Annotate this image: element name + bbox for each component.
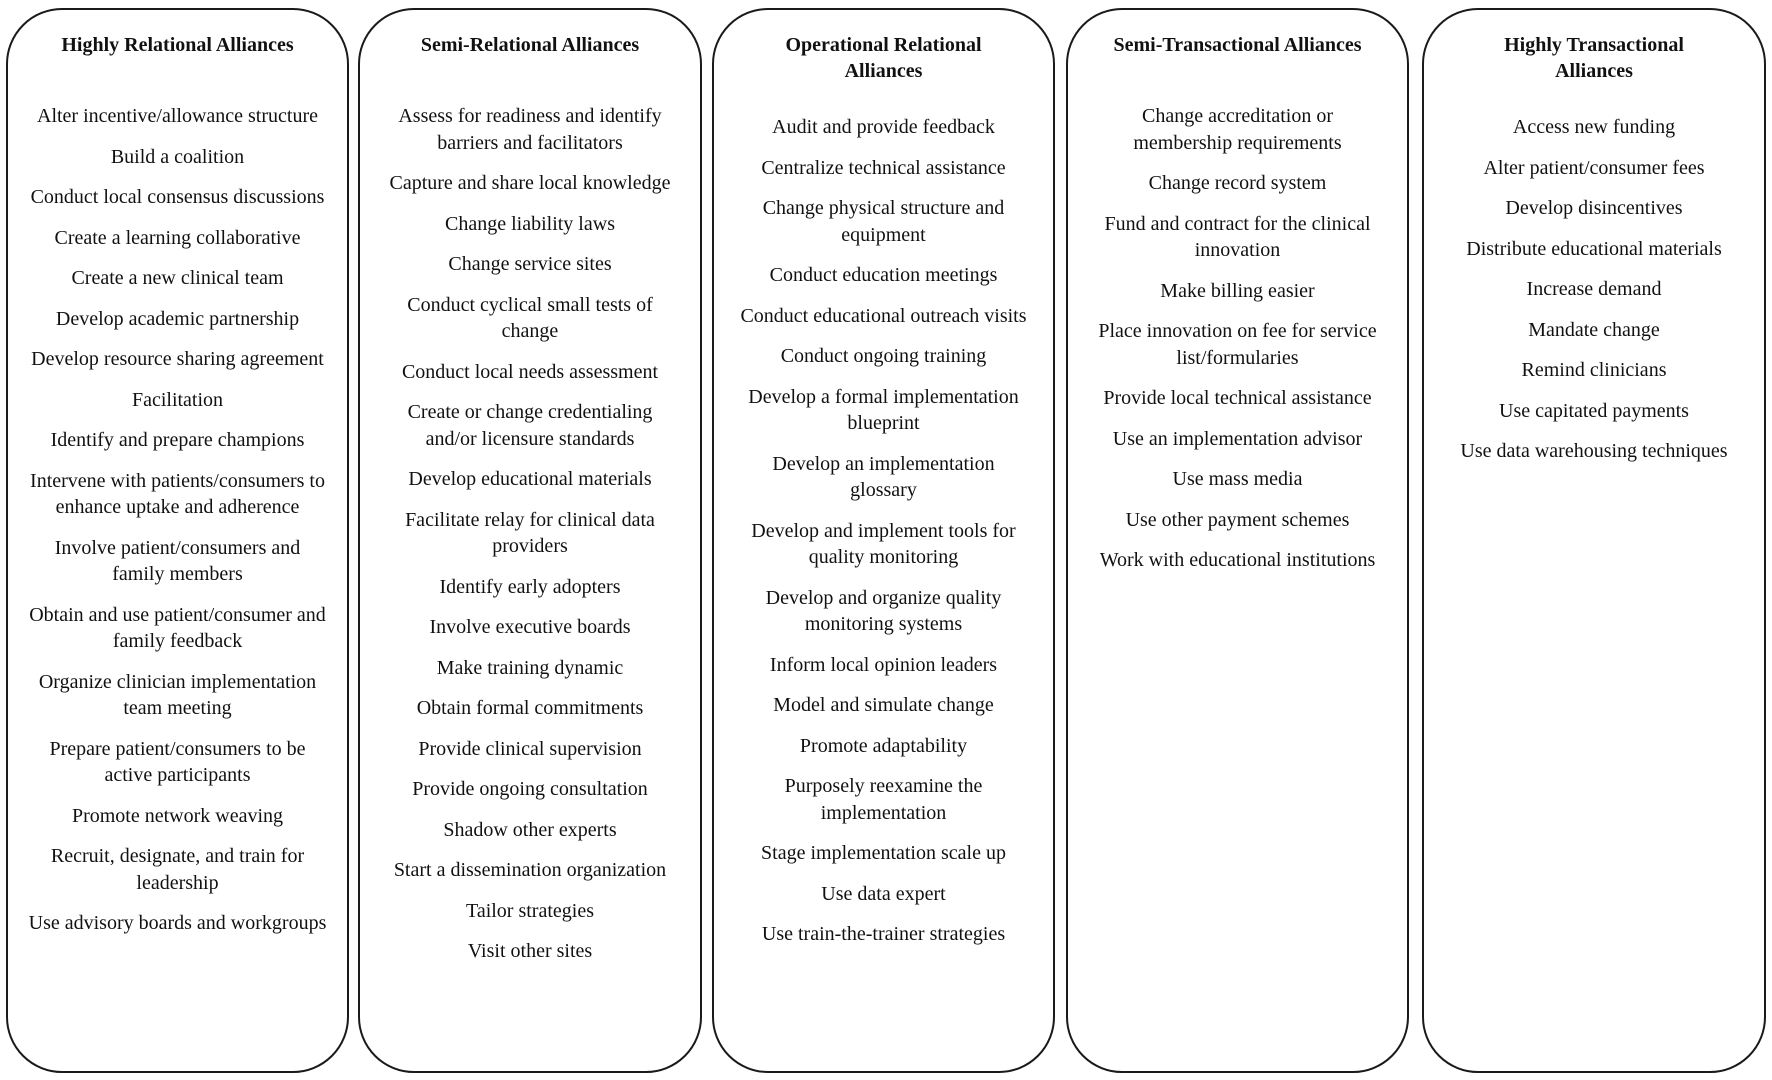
- strategy-item: Involve executive boards: [429, 616, 631, 638]
- strategy-item: Increase demand: [1526, 278, 1662, 300]
- strategy-item: Promote network weaving: [71, 804, 284, 827]
- column-semi-transactional-alliances: [1066, 8, 1409, 1073]
- strategy-item: Develop educational materials: [408, 468, 652, 490]
- strategy-item: Place innovation on fee for service list/formularies: [1098, 320, 1377, 369]
- strategy-item: Develop academic partnership: [55, 307, 300, 330]
- strategy-item: Develop and implement tools for quality monitoring: [751, 519, 1016, 568]
- strategy-item: Intervene with patients/consumers to enhance uptake and adherence: [30, 469, 325, 518]
- strategy-item: Alter patient/consumer fees: [1483, 156, 1705, 179]
- strategy-item: Use mass media: [1172, 468, 1303, 490]
- column-operational-relational-alliances: [712, 8, 1055, 1073]
- strategy-item: Create or change credentialing and/or licensure standards: [407, 401, 653, 450]
- strategy-item: Shadow other experts: [443, 818, 617, 841]
- strategy-item: Fund and contract for the clinical innovation: [1104, 212, 1371, 261]
- strategy-item: Change record system: [1148, 172, 1327, 194]
- strategy-item: Create a new clinical team: [71, 267, 284, 289]
- strategy-item: Use other payment schemes: [1125, 508, 1350, 531]
- strategy-item: Involve patient/consumers and family members: [54, 536, 301, 585]
- strategy-item: Access new funding: [1512, 116, 1676, 138]
- strategy-item: Conduct education meetings: [769, 264, 998, 286]
- strategy-item: Model and simulate change: [773, 694, 994, 716]
- strategy-item: Develop and organize quality monitoring systems: [765, 586, 1002, 635]
- strategy-item: Change service sites: [448, 253, 612, 275]
- strategy-list: [8, 103, 347, 937]
- strategy-item: Tailor strategies: [466, 899, 594, 922]
- column-title: Semi-Transactional Alliances: [1113, 34, 1362, 56]
- column-title: Semi-Relational Alliances: [420, 34, 640, 56]
- strategy-item: Conduct local consensus discussions: [30, 186, 325, 208]
- strategy-item: Make training dynamic: [436, 656, 624, 679]
- strategy-item: Conduct local needs assessment: [401, 360, 659, 383]
- strategy-item: Mandate change: [1528, 318, 1660, 341]
- column-highly-transactional-alliances: [1422, 8, 1766, 1073]
- strategy-item: Change liability laws: [445, 212, 615, 235]
- strategy-item: Provide clinical supervision: [418, 737, 642, 760]
- strategy-item: Alter incentive/allowance structure: [37, 105, 318, 127]
- strategy-item: Use data expert: [821, 882, 946, 905]
- strategy-item: Stage implementation scale up: [761, 842, 1006, 864]
- strategy-item: Remind clinicians: [1521, 359, 1667, 381]
- strategy-item: Change physical structure and equipment: [762, 197, 1005, 246]
- strategy-item: Facilitate relay for clinical data providers: [405, 508, 655, 557]
- strategy-item: Conduct educational outreach visits: [740, 304, 1027, 327]
- strategy-item: Use an implementation advisor: [1112, 427, 1363, 450]
- strategy-list: [1068, 103, 1407, 574]
- strategy-list: [714, 114, 1053, 948]
- strategy-item: Identify and prepare champions: [50, 429, 305, 451]
- strategy-item: Work with educational institutions: [1099, 549, 1376, 571]
- column-semi-relational-alliances: [358, 8, 702, 1073]
- strategy-item: Start a dissemination organization: [393, 859, 667, 881]
- column-title: Highly Transactional Alliances: [1504, 34, 1684, 82]
- strategy-item: Obtain and use patient/consumer and family feedback: [29, 603, 326, 652]
- strategy-list: [1424, 114, 1764, 465]
- strategy-item: Conduct cyclical small tests of change: [407, 293, 653, 342]
- strategy-item: Use data warehousing techniques: [1460, 440, 1728, 462]
- strategy-item: Develop disincentives: [1505, 197, 1683, 219]
- strategy-item: Obtain formal commitments: [416, 697, 644, 719]
- strategy-item: Create a learning collaborative: [54, 226, 301, 249]
- strategy-item: Capture and share local knowledge: [389, 172, 671, 194]
- strategy-item: Develop an implementation glossary: [772, 452, 995, 501]
- strategy-item: Prepare patient/consumers to be active participants: [49, 737, 306, 786]
- strategy-item: Build a coalition: [110, 145, 245, 168]
- strategy-item: Identify early adopters: [439, 575, 621, 598]
- strategy-item: Promote adaptability: [799, 734, 968, 757]
- strategy-item: Use train-the-trainer strategies: [761, 923, 1006, 945]
- strategy-item: Assess for readiness and identify barriers and facilitators: [398, 105, 662, 154]
- strategy-item: Develop a formal implementation blueprint: [748, 385, 1019, 434]
- strategy-item: Make billing easier: [1160, 279, 1315, 302]
- strategy-item: Centralize technical assistance: [761, 156, 1006, 179]
- strategy-item: Visit other sites: [467, 940, 593, 962]
- strategy-item: Audit and provide feedback: [772, 116, 995, 138]
- strategy-item: Provide local technical assistance: [1103, 387, 1372, 409]
- strategy-item: Distribute educational materials: [1466, 237, 1722, 260]
- strategy-list: [360, 103, 700, 965]
- strategy-item: Purposely reexamine the implementation: [784, 775, 983, 824]
- strategy-item: Provide ongoing consultation: [412, 778, 648, 800]
- strategy-item: Use capitated payments: [1499, 399, 1689, 422]
- column-title: Operational Relational Alliances: [785, 34, 982, 82]
- strategy-item: Facilitation: [131, 388, 224, 411]
- strategy-item: Recruit, designate, and train for leadership: [50, 845, 305, 894]
- strategy-item: Use advisory boards and workgroups: [28, 912, 327, 934]
- strategy-item: Change accreditation or membership requirements: [1133, 105, 1342, 154]
- strategy-item: Inform local opinion leaders: [769, 653, 998, 676]
- strategy-item: Conduct ongoing training: [780, 345, 987, 367]
- strategy-item: Organize clinician implementation team meeting: [38, 670, 317, 719]
- strategy-item: Develop resource sharing agreement: [31, 348, 324, 370]
- column-title: Highly Relational Alliances: [61, 34, 294, 56]
- column-highly-relational-alliances: [6, 8, 349, 1073]
